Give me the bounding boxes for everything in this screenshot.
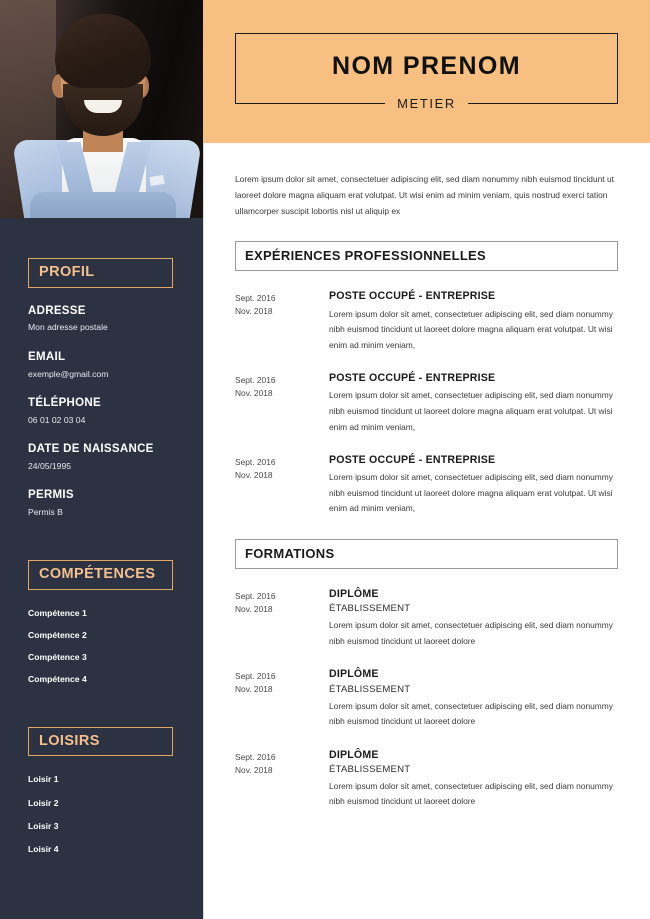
entry-description: Lorem ipsum dolor sit amet, consectetuer adipiscing elit, sed diam nonummy nibh euismod tincidunt ut laoreet dolore xyxy=(329,780,613,807)
list-item: Compétence 2 xyxy=(28,629,87,640)
entry-date-end: Nov. 2018 xyxy=(235,684,273,695)
formations-list xyxy=(235,588,618,810)
entry-subtitle: ÉTABLISSEMENT xyxy=(329,763,411,775)
entry-date-start: Sept. 2016 xyxy=(235,671,276,682)
entry-date-end: Nov. 2018 xyxy=(235,764,273,775)
job-title: METIER xyxy=(385,96,468,111)
sidebar-field-telephone xyxy=(28,396,175,426)
entry-title: DIPLÔME xyxy=(329,748,379,761)
entry-date-start: Sept. 2016 xyxy=(235,751,276,762)
sidebar-field-label: DATE DE NAISSANCE xyxy=(28,442,154,455)
sidebar-heading-profil: PROFIL xyxy=(28,258,173,288)
sidebar-field-label: EMAIL xyxy=(28,350,66,363)
entry-date-end: Nov. 2018 xyxy=(235,604,273,615)
entry-dates xyxy=(235,749,329,810)
sidebar-field-label: TÉLÉPHONE xyxy=(28,396,101,409)
entry-dates xyxy=(235,588,329,649)
sidebar xyxy=(0,0,203,919)
list-item: Loisir 3 xyxy=(28,820,59,831)
section-heading-formations: FORMATIONS xyxy=(235,539,618,569)
photo-crossed-arms xyxy=(30,192,176,218)
competences-list xyxy=(28,608,175,685)
sidebar-field-adresse xyxy=(28,304,175,334)
experiences-list xyxy=(235,290,618,517)
entry-description: Lorem ipsum dolor sit amet, consectetuer adipiscing elit, sed diam nonummy nibh euismod tincidunt ut laoreet dolore magna aliquam erat volutpat. Ut wisi enim ad minim veniam, xyxy=(329,308,613,350)
entry-content xyxy=(329,372,618,435)
entry-content xyxy=(329,290,618,353)
entry-content xyxy=(329,454,618,517)
sidebar-field-value: 24/05/1995 xyxy=(28,460,72,471)
experience-entry xyxy=(235,290,618,353)
entry-date-start: Sept. 2016 xyxy=(235,591,276,601)
entry-date-end: Nov. 2018 xyxy=(235,306,273,317)
list-item: Compétence 4 xyxy=(28,674,87,685)
loisirs-list xyxy=(28,774,175,854)
profile-photo xyxy=(0,0,203,218)
sidebar-field-date-de-naissance xyxy=(28,442,175,472)
sidebar-field-value: Permis B xyxy=(28,506,63,517)
main-content xyxy=(203,143,650,810)
list-item: Compétence 3 xyxy=(28,652,87,663)
entry-description: Lorem ipsum dolor sit amet, consectetuer adipiscing elit, sed diam nonummy nibh euismod tincidunt ut laoreet dolore magna aliquam erat volutpat. Ut wisi enim ad minim veniam, xyxy=(329,390,613,432)
entry-title: POSTE OCCUPÉ - ENTREPRISE xyxy=(329,454,496,467)
list-item: Loisir 4 xyxy=(28,844,59,855)
formation-entry xyxy=(235,588,618,649)
sidebar-heading-competences: COMPÉTENCES xyxy=(28,560,173,590)
entry-date-end: Nov. 2018 xyxy=(235,470,273,481)
page-title: NOM PRENOM xyxy=(332,52,521,80)
entry-dates xyxy=(235,372,329,435)
entry-dates xyxy=(235,290,329,353)
name-box xyxy=(235,33,618,111)
entry-dates xyxy=(235,668,329,729)
entry-date-end: Nov. 2018 xyxy=(235,388,273,399)
formation-entry xyxy=(235,749,618,810)
sidebar-heading-loisirs: LOISIRS xyxy=(28,727,173,757)
entry-title: POSTE OCCUPÉ - ENTREPRISE xyxy=(329,372,496,385)
list-item: Loisir 1 xyxy=(28,774,59,785)
entry-date-start: Sept. 2016 xyxy=(235,457,276,468)
entry-title: DIPLÔME xyxy=(329,668,379,681)
sidebar-field-label: PERMIS xyxy=(28,488,74,501)
sidebar-content xyxy=(0,218,203,868)
list-item: Compétence 1 xyxy=(28,607,87,618)
entry-content xyxy=(329,749,618,810)
entry-content xyxy=(329,588,618,649)
entry-content xyxy=(329,668,618,729)
entry-date-start: Sept. 2016 xyxy=(235,375,276,386)
job-title-wrap xyxy=(236,95,617,113)
experience-entry xyxy=(235,372,618,435)
formation-entry xyxy=(235,668,618,729)
entry-description: Lorem ipsum dolor sit amet, consectetuer adipiscing elit, sed diam nonummy nibh euismod tincidunt ut laoreet dolore xyxy=(329,700,613,727)
sidebar-field-value: Mon adresse postale xyxy=(28,322,108,333)
entry-title: DIPLÔME xyxy=(329,588,379,600)
intro-paragraph: Lorem ipsum dolor sit amet, consectetuer adipiscing elit, sed diam nonummy nibh euismod tincidunt ut laoreet dolore magna aliquam erat volutpat. Ut wisi enim ad minim veniam, quis nostrud exerci tation ullamcorper suscipit lobortis nisl ut aliquip ex xyxy=(235,174,614,217)
sidebar-field-email xyxy=(28,350,175,380)
entry-dates xyxy=(235,454,329,517)
sidebar-field-label: ADRESSE xyxy=(28,304,86,317)
entry-date-start: Sept. 2016 xyxy=(235,293,276,304)
header-banner xyxy=(203,0,650,143)
entry-description: Lorem ipsum dolor sit amet, consectetuer adipiscing elit, sed diam nonummy nibh euismod tincidunt ut laoreet dolore magna aliquam erat volutpat. Ut wisi enim ad minim veniam, xyxy=(329,472,613,514)
sidebar-field-permis xyxy=(28,488,175,518)
entry-description: Lorem ipsum dolor sit amet, consectetuer adipiscing elit, sed diam nonummy nibh euismod tincidunt ut laoreet dolore xyxy=(329,620,613,646)
experience-entry xyxy=(235,454,618,517)
entry-title: POSTE OCCUPÉ - ENTREPRISE xyxy=(329,290,496,303)
sidebar-field-value: exemple@gmail.com xyxy=(28,368,109,379)
list-item: Loisir 2 xyxy=(28,797,59,808)
sidebar-field-value: 06 01 02 03 04 xyxy=(28,414,86,425)
section-heading-experiences: EXPÉRIENCES PROFESSIONNELLES xyxy=(235,241,618,271)
entry-subtitle: ÉTABLISSEMENT xyxy=(329,683,411,695)
entry-subtitle: ÉTABLISSEMENT xyxy=(329,603,411,615)
